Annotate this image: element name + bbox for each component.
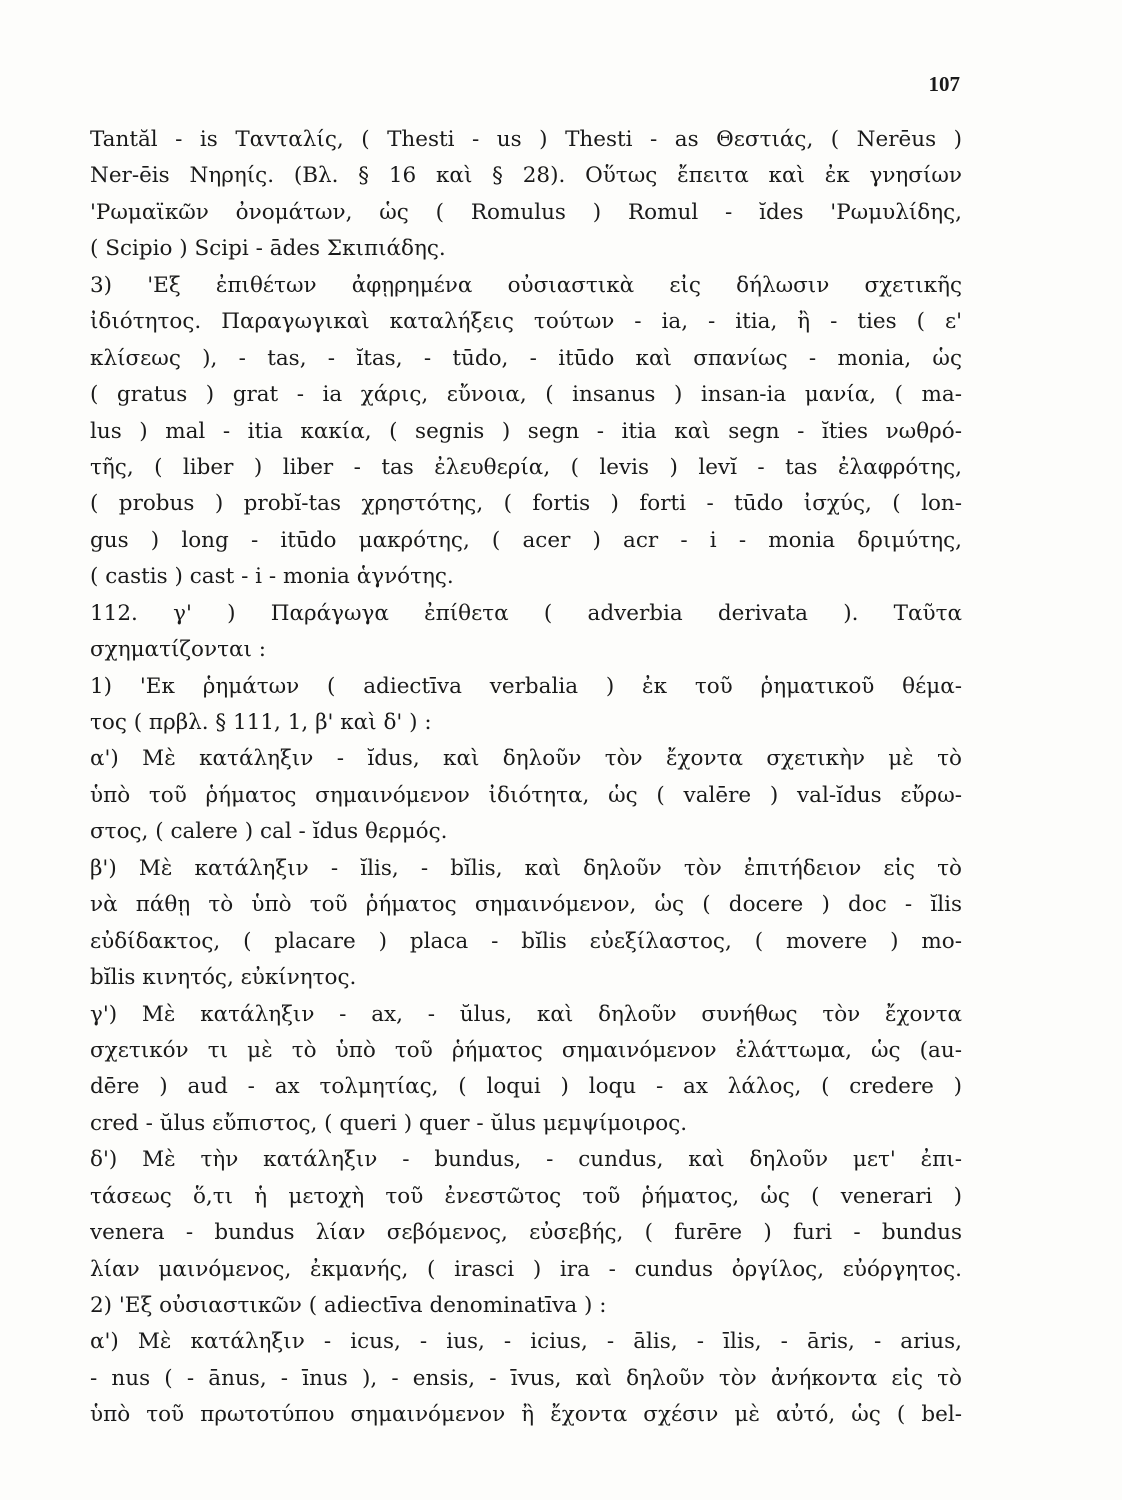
text-line: ἰδιότητος. Παραγωγικαὶ καταλήξεις τούτων - ia, - itia, ἢ - ties ( ε' [90, 309, 962, 335]
text-line: ὑπὸ τοῦ πρωτοτύπου σημαινόμενον ἢ ἔχοντα σχέσιν μὲ αὐτό, ὡς ( bel- [90, 1402, 962, 1428]
text-line: λίαν μαινόμενος, ἐκμανής, ( irasci ) ira - cundus ὀργίλος, εὐόργητος. [90, 1256, 962, 1282]
text-line: 'Ρωμαϊκῶν ὀνομάτων, ὡς ( Romulus ) Romul - ĭdes 'Ρωμυλίδης, [90, 199, 962, 225]
text-line: ὑπὸ τοῦ ῥήματος σημαινόμενον ἰδιότητα, ὡς ( valēre ) val-ĭdus εὔρω- [90, 782, 962, 808]
text-line: lus ) mal - itia κακία, ( segnis ) segn - itia καὶ segn - ĭties νωθρό- [90, 418, 962, 444]
text-line: τος ( πρβλ. § 111, 1, β' καὶ δ' ) : [90, 710, 432, 735]
section-heading-line: 112. γ' ) Παράγωγα ἐπίθετα ( adverbia derivata ). Ταῦτα [90, 600, 962, 626]
text-line: σχηματίζονται : [90, 637, 266, 663]
text-line: ( castis ) cast - i - monia ἁγνότης. [90, 564, 454, 590]
text-line: ( gratus ) grat - ia χάρις, εὔνοια, ( insanus ) insan-ia μανία, ( ma- [90, 382, 962, 408]
text-line: venera - bundus λίαν σεβόμενος, εὐσεβής, ( furēre ) furi - bundus [90, 1220, 962, 1246]
text-line: σχετικόν τι μὲ τὸ ὑπὸ τοῦ ῥήματος σημαινόμενον ἐλάττωμα, ὡς (au- [90, 1037, 962, 1063]
text-line: εὐδίδακτος, ( placare ) placa - bĭlis εὐεξίλαστος, ( movere ) mo- [90, 928, 962, 954]
text-line: τάσεως ὅ,τι ἡ μετοχὴ τοῦ ἐνεστῶτος τοῦ ῥήματος, ὡς ( venerari ) [90, 1183, 962, 1209]
text-line: 1) 'Εκ ῥημάτων ( adiectīva verbalia ) ἐκ τοῦ ῥηματικοῦ θέμα- [90, 673, 962, 699]
text-line: 2) 'Εξ οὐσιαστικῶν ( adiectīva denominatīva ) : [90, 1293, 607, 1318]
text-line: β') Μὲ κατάληξιν - ĭlis, - bĭlis, καὶ δηλοῦν τὸν ἐπιτήδειον εἰς τὸ [90, 855, 962, 881]
text-line: ( Scipio ) Scipi - ādes Σκιπιάδης. [90, 236, 446, 262]
text-line: δ') Μὲ τὴν κατάληξιν - bundus, - cundus, καὶ δηλοῦν μετ' ἐπι- [90, 1147, 962, 1173]
text-line: α') Μὲ κατάληξιν - icus, - ius, - icius, - ālis, - īlis, - āris, - arius, [90, 1329, 962, 1355]
text-line: κλίσεως ), - tas, - ĭtas, - tūdo, - itūdo καὶ σπανίως - monia, ὡς [90, 345, 962, 371]
text-line: 3) 'Εξ ἐπιθέτων ἀφῃρημένα οὐσιαστικὰ εἰς δήλωσιν σχετικῆς [90, 272, 962, 298]
text-line: γ') Μὲ κατάληξιν - ax, - ŭlus, καὶ δηλοῦν συνήθως τὸν ἔχοντα [90, 1001, 962, 1027]
text-line: στος, ( calere ) cal - ĭdus θερμός. [90, 819, 448, 845]
page-number: 107 [928, 72, 960, 96]
text-line: Tantăl - is Ταvταλίς, ( Thesti - us ) Thesti - as Θεστιάς, ( Nerēus ) [90, 127, 962, 152]
text-line: cred - ŭlus εὔπιστος, ( queri ) quer - ŭlus μεμψίμοιρος. [90, 1110, 688, 1136]
text-line: bĭlis κινητός, εὐκίνητος. [90, 965, 357, 991]
text-line: ( probus ) probĭ-tas χρηστότης, ( fortis ) forti - tūdo ἰσχύς, ( lon- [90, 491, 962, 517]
text-line: α') Μὲ κατάληξιν - ĭdus, καὶ δηλοῦν τὸν ἔχοντα σχετικὴν μὲ τὸ [90, 746, 962, 772]
text-line: gus ) long - itūdo μακρότης, ( acer ) acr - i - monia δριμύτης, [90, 527, 962, 553]
text-line: - nus ( - ānus, - īnus ), - ensis, - īvus, καὶ δηλοῦν τὸν ἀνήκοντα εἰς τὸ [90, 1365, 962, 1391]
text-line: Ner-ēis Νηρηίς. (Βλ. § 16 καὶ § 28). Οὕτως ἔπειτα καὶ ἐκ γνησίων [90, 163, 962, 189]
text-line: dēre ) aud - ax τολμητίας, ( loqui ) loqu - ax λάλος, ( credere ) [90, 1074, 962, 1100]
text-line: τῆς, ( liber ) liber - tas ἐλευθερία, ( levis ) levĭ - tas ἐλαφρότης, [90, 454, 962, 480]
body-text [90, 122, 962, 1434]
text-line: νὰ πάθῃ τὸ ὑπὸ τοῦ ῥήματος σημαινόμενον, ὡς ( docere ) doc - ĭlis [90, 892, 962, 918]
